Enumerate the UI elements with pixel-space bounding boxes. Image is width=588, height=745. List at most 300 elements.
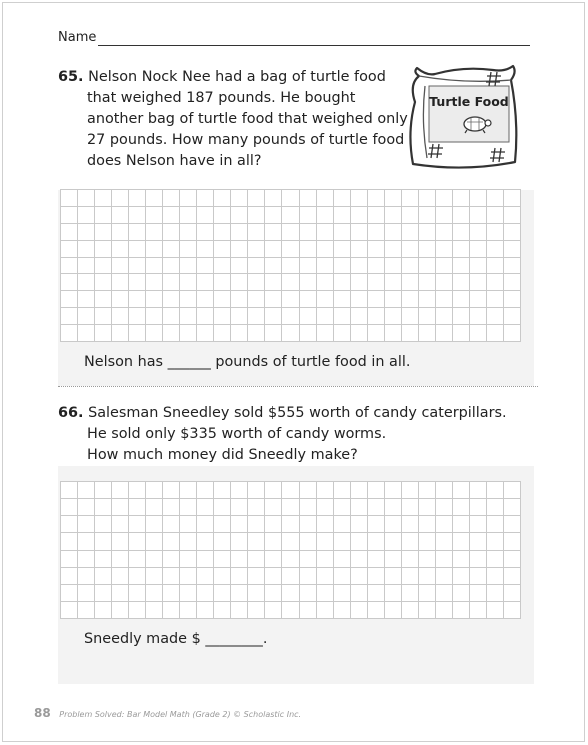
grid-cell[interactable]	[61, 207, 78, 224]
grid-cell[interactable]	[197, 568, 214, 585]
grid-cell[interactable]	[197, 499, 214, 516]
grid-cell[interactable]	[453, 274, 470, 291]
grid-cell[interactable]	[231, 325, 248, 342]
grid-cell[interactable]	[419, 241, 436, 258]
grid-cell[interactable]	[129, 224, 146, 241]
grid-cell[interactable]	[385, 568, 402, 585]
grid-cell[interactable]	[180, 585, 197, 602]
grid-cell[interactable]	[248, 207, 265, 224]
grid-cell[interactable]	[78, 224, 95, 241]
grid-cell[interactable]	[453, 568, 470, 585]
grid-cell[interactable]	[282, 207, 299, 224]
grid-cell[interactable]	[300, 568, 317, 585]
grid-cell[interactable]	[470, 551, 487, 568]
grid-cell[interactable]	[402, 499, 419, 516]
grid-cell[interactable]	[402, 602, 419, 619]
grid-cell[interactable]	[180, 482, 197, 499]
grid-cell[interactable]	[214, 499, 231, 516]
grid-cell[interactable]	[163, 224, 180, 241]
grid-cell[interactable]	[248, 482, 265, 499]
grid-cell[interactable]	[453, 585, 470, 602]
grid-cell[interactable]	[351, 207, 368, 224]
grid-cell[interactable]	[129, 568, 146, 585]
grid-cell[interactable]	[129, 533, 146, 550]
grid-cell[interactable]	[180, 499, 197, 516]
grid-cell[interactable]	[146, 308, 163, 325]
grid-cell[interactable]	[129, 241, 146, 258]
grid-cell[interactable]	[231, 568, 248, 585]
grid-cell[interactable]	[265, 602, 282, 619]
grid-cell[interactable]	[487, 207, 504, 224]
grid-cell[interactable]	[231, 308, 248, 325]
grid-cell[interactable]	[419, 482, 436, 499]
grid-cell[interactable]	[436, 224, 453, 241]
grid-cell[interactable]	[368, 224, 385, 241]
grid-cell[interactable]	[214, 258, 231, 275]
grid-cell[interactable]	[334, 274, 351, 291]
grid-cell[interactable]	[61, 241, 78, 258]
grid-cell[interactable]	[470, 482, 487, 499]
grid-cell[interactable]	[300, 190, 317, 207]
grid-cell[interactable]	[197, 274, 214, 291]
grid-cell[interactable]	[317, 533, 334, 550]
grid-cell[interactable]	[385, 207, 402, 224]
grid-cell[interactable]	[180, 551, 197, 568]
grid-cell[interactable]	[436, 207, 453, 224]
grid-cell[interactable]	[265, 551, 282, 568]
grid-cell[interactable]	[78, 241, 95, 258]
grid-cell[interactable]	[504, 258, 521, 275]
grid-cell[interactable]	[300, 325, 317, 342]
grid-cell[interactable]	[504, 291, 521, 308]
grid-cell[interactable]	[214, 533, 231, 550]
grid-cell[interactable]	[112, 207, 129, 224]
grid-cell[interactable]	[436, 308, 453, 325]
grid-cell[interactable]	[402, 207, 419, 224]
grid-cell[interactable]	[453, 190, 470, 207]
grid-cell[interactable]	[95, 190, 112, 207]
grid-cell[interactable]	[214, 207, 231, 224]
grid-cell[interactable]	[146, 499, 163, 516]
grid-cell[interactable]	[78, 190, 95, 207]
grid-cell[interactable]	[317, 274, 334, 291]
grid-cell[interactable]	[334, 207, 351, 224]
grid-cell[interactable]	[470, 224, 487, 241]
grid-cell[interactable]	[112, 499, 129, 516]
grid-cell[interactable]	[231, 482, 248, 499]
grid-cell[interactable]	[282, 224, 299, 241]
grid-cell[interactable]	[61, 274, 78, 291]
grid-cell[interactable]	[317, 516, 334, 533]
grid-cell[interactable]	[265, 568, 282, 585]
grid-cell[interactable]	[368, 291, 385, 308]
grid-cell[interactable]	[385, 190, 402, 207]
grid-cell[interactable]	[112, 551, 129, 568]
grid-cell[interactable]	[487, 190, 504, 207]
grid-cell[interactable]	[504, 602, 521, 619]
grid-cell[interactable]	[214, 224, 231, 241]
grid-cell[interactable]	[214, 241, 231, 258]
grid-cell[interactable]	[265, 533, 282, 550]
grid-cell[interactable]	[61, 516, 78, 533]
grid-cell[interactable]	[231, 258, 248, 275]
grid-cell[interactable]	[180, 207, 197, 224]
grid-cell[interactable]	[470, 325, 487, 342]
grid-cell[interactable]	[282, 274, 299, 291]
grid-cell[interactable]	[334, 241, 351, 258]
grid-cell[interactable]	[419, 308, 436, 325]
grid-cell[interactable]	[436, 241, 453, 258]
grid-cell[interactable]	[129, 207, 146, 224]
grid-cell[interactable]	[453, 602, 470, 619]
grid-cell[interactable]	[248, 258, 265, 275]
grid-cell[interactable]	[351, 325, 368, 342]
grid-cell[interactable]	[61, 533, 78, 550]
grid-cell[interactable]	[282, 308, 299, 325]
grid-cell[interactable]	[334, 499, 351, 516]
grid-cell[interactable]	[248, 291, 265, 308]
grid-cell[interactable]	[95, 551, 112, 568]
grid-cell[interactable]	[317, 308, 334, 325]
grid-cell[interactable]	[180, 241, 197, 258]
grid-cell[interactable]	[419, 585, 436, 602]
grid-cell[interactable]	[146, 325, 163, 342]
grid-cell[interactable]	[470, 274, 487, 291]
grid-cell[interactable]	[112, 258, 129, 275]
grid-cell[interactable]	[265, 516, 282, 533]
grid-cell[interactable]	[487, 602, 504, 619]
grid-cell[interactable]	[487, 308, 504, 325]
grid-cell[interactable]	[487, 325, 504, 342]
grid-cell[interactable]	[351, 241, 368, 258]
grid-cell[interactable]	[487, 516, 504, 533]
grid-cell[interactable]	[265, 207, 282, 224]
grid-cell[interactable]	[197, 224, 214, 241]
grid-cell[interactable]	[231, 516, 248, 533]
grid-cell[interactable]	[95, 258, 112, 275]
grid-cell[interactable]	[300, 224, 317, 241]
grid-cell[interactable]	[334, 533, 351, 550]
grid-cell[interactable]	[453, 533, 470, 550]
grid-cell[interactable]	[334, 585, 351, 602]
grid-cell[interactable]	[265, 291, 282, 308]
grid-cell[interactable]	[78, 585, 95, 602]
grid-cell[interactable]	[487, 241, 504, 258]
grid-cell[interactable]	[470, 258, 487, 275]
grid-cell[interactable]	[351, 568, 368, 585]
grid-cell[interactable]	[504, 499, 521, 516]
grid-cell[interactable]	[402, 533, 419, 550]
grid-cell[interactable]	[368, 602, 385, 619]
grid-cell[interactable]	[385, 258, 402, 275]
grid-cell[interactable]	[351, 291, 368, 308]
grid-cell[interactable]	[317, 325, 334, 342]
grid-cell[interactable]	[504, 190, 521, 207]
grid-cell[interactable]	[95, 568, 112, 585]
grid-cell[interactable]	[504, 568, 521, 585]
grid-cell[interactable]	[146, 241, 163, 258]
grid-cell[interactable]	[487, 274, 504, 291]
grid-cell[interactable]	[419, 224, 436, 241]
grid-cell[interactable]	[368, 516, 385, 533]
grid-cell[interactable]	[163, 274, 180, 291]
grid-cell[interactable]	[300, 241, 317, 258]
grid-cell[interactable]	[146, 224, 163, 241]
grid-cell[interactable]	[248, 533, 265, 550]
grid-cell[interactable]	[214, 568, 231, 585]
grid-cell[interactable]	[180, 325, 197, 342]
grid-cell[interactable]	[231, 551, 248, 568]
grid-cell[interactable]	[180, 516, 197, 533]
grid-cell[interactable]	[368, 568, 385, 585]
grid-cell[interactable]	[470, 568, 487, 585]
grid-cell[interactable]	[95, 533, 112, 550]
grid-cell[interactable]	[419, 274, 436, 291]
grid-cell[interactable]	[351, 190, 368, 207]
grid-cell[interactable]	[368, 258, 385, 275]
grid-cell[interactable]	[129, 308, 146, 325]
grid-cell[interactable]	[334, 224, 351, 241]
grid-cell[interactable]	[180, 190, 197, 207]
grid-cell[interactable]	[180, 258, 197, 275]
grid-cell[interactable]	[402, 241, 419, 258]
grid-cell[interactable]	[78, 258, 95, 275]
grid-cell[interactable]	[436, 551, 453, 568]
grid-cell[interactable]	[436, 499, 453, 516]
grid-cell[interactable]	[265, 241, 282, 258]
grid-cell[interactable]	[453, 291, 470, 308]
grid-cell[interactable]	[436, 291, 453, 308]
grid-cell[interactable]	[61, 224, 78, 241]
grid-cell[interactable]	[300, 602, 317, 619]
grid-cell[interactable]	[61, 551, 78, 568]
grid-cell[interactable]	[146, 258, 163, 275]
grid-cell[interactable]	[231, 207, 248, 224]
grid-cell[interactable]	[300, 516, 317, 533]
grid-cell[interactable]	[487, 482, 504, 499]
grid-cell[interactable]	[61, 482, 78, 499]
grid-cell[interactable]	[402, 274, 419, 291]
grid-cell[interactable]	[129, 482, 146, 499]
grid-cell[interactable]	[402, 325, 419, 342]
grid-cell[interactable]	[231, 274, 248, 291]
grid-cell[interactable]	[504, 308, 521, 325]
grid-cell[interactable]	[419, 516, 436, 533]
grid-cell[interactable]	[351, 585, 368, 602]
grid-cell[interactable]	[112, 568, 129, 585]
grid-cell[interactable]	[334, 308, 351, 325]
grid-cell[interactable]	[487, 568, 504, 585]
grid-cell[interactable]	[61, 499, 78, 516]
grid-cell[interactable]	[300, 274, 317, 291]
grid-cell[interactable]	[248, 308, 265, 325]
grid-cell[interactable]	[419, 325, 436, 342]
grid-cell[interactable]	[470, 516, 487, 533]
grid-cell[interactable]	[317, 568, 334, 585]
grid-cell[interactable]	[368, 308, 385, 325]
grid-cell[interactable]	[317, 207, 334, 224]
grid-cell[interactable]	[402, 551, 419, 568]
grid-cell[interactable]	[146, 533, 163, 550]
grid-cell[interactable]	[248, 499, 265, 516]
grid-cell[interactable]	[368, 551, 385, 568]
grid-cell[interactable]	[112, 533, 129, 550]
grid-cell[interactable]	[214, 602, 231, 619]
grid-cell[interactable]	[385, 516, 402, 533]
grid-cell[interactable]	[265, 274, 282, 291]
grid-cell[interactable]	[231, 241, 248, 258]
grid-cell[interactable]	[402, 516, 419, 533]
grid-cell[interactable]	[248, 224, 265, 241]
grid-cell[interactable]	[436, 482, 453, 499]
grid-cell[interactable]	[129, 551, 146, 568]
grid-cell[interactable]	[334, 325, 351, 342]
grid-cell[interactable]	[78, 602, 95, 619]
grid-cell[interactable]	[351, 533, 368, 550]
grid-cell[interactable]	[197, 516, 214, 533]
grid-cell[interactable]	[487, 585, 504, 602]
grid-cell[interactable]	[402, 258, 419, 275]
grid-cell[interactable]	[385, 585, 402, 602]
grid-cell[interactable]	[61, 258, 78, 275]
grid-cell[interactable]	[453, 207, 470, 224]
grid-cell[interactable]	[351, 482, 368, 499]
grid-cell[interactable]	[504, 516, 521, 533]
grid-cell[interactable]	[214, 190, 231, 207]
grid-cell[interactable]	[419, 258, 436, 275]
grid-cell[interactable]	[368, 190, 385, 207]
grid-cell[interactable]	[453, 325, 470, 342]
grid-cell[interactable]	[197, 207, 214, 224]
grid-cell[interactable]	[282, 482, 299, 499]
grid-cell[interactable]	[300, 533, 317, 550]
grid-cell[interactable]	[351, 308, 368, 325]
grid-cell[interactable]	[129, 325, 146, 342]
grid-cell[interactable]	[163, 516, 180, 533]
grid-cell[interactable]	[402, 190, 419, 207]
grid-cell[interactable]	[197, 585, 214, 602]
grid-cell[interactable]	[504, 482, 521, 499]
grid-cell[interactable]	[282, 568, 299, 585]
grid-cell[interactable]	[129, 258, 146, 275]
grid-cell[interactable]	[163, 190, 180, 207]
grid-cell[interactable]	[419, 602, 436, 619]
grid-cell[interactable]	[248, 585, 265, 602]
grid-cell[interactable]	[317, 551, 334, 568]
grid-cell[interactable]	[300, 258, 317, 275]
grid-cell[interactable]	[487, 258, 504, 275]
grid-cell[interactable]	[95, 602, 112, 619]
grid-cell[interactable]	[61, 190, 78, 207]
grid-cell[interactable]	[453, 258, 470, 275]
grid-cell[interactable]	[282, 241, 299, 258]
grid-cell[interactable]	[61, 325, 78, 342]
grid-cell[interactable]	[146, 602, 163, 619]
grid-cell[interactable]	[470, 585, 487, 602]
grid-cell[interactable]	[487, 291, 504, 308]
grid-cell[interactable]	[163, 482, 180, 499]
grid-cell[interactable]	[78, 568, 95, 585]
grid-cell[interactable]	[248, 568, 265, 585]
grid-cell[interactable]	[419, 568, 436, 585]
grid-cell[interactable]	[197, 241, 214, 258]
grid-cell[interactable]	[300, 585, 317, 602]
grid-cell[interactable]	[334, 516, 351, 533]
grid-cell[interactable]	[61, 602, 78, 619]
grid-cell[interactable]	[112, 241, 129, 258]
grid-cell[interactable]	[351, 224, 368, 241]
grid-cell[interactable]	[265, 224, 282, 241]
grid-cell[interactable]	[95, 241, 112, 258]
grid-cell[interactable]	[129, 585, 146, 602]
grid-cell[interactable]	[231, 499, 248, 516]
grid-cell[interactable]	[78, 325, 95, 342]
grid-cell[interactable]	[334, 258, 351, 275]
grid-cell[interactable]	[146, 516, 163, 533]
grid-cell[interactable]	[163, 258, 180, 275]
grid-cell[interactable]	[265, 258, 282, 275]
grid-cell[interactable]	[112, 308, 129, 325]
grid-cell[interactable]	[351, 516, 368, 533]
grid-cell[interactable]	[300, 308, 317, 325]
grid-cell[interactable]	[453, 241, 470, 258]
grid-cell[interactable]	[351, 602, 368, 619]
grid-cell[interactable]	[470, 207, 487, 224]
grid-cell[interactable]	[112, 291, 129, 308]
grid-cell[interactable]	[470, 308, 487, 325]
grid-cell[interactable]	[317, 602, 334, 619]
grid-cell[interactable]	[146, 190, 163, 207]
grid-cell[interactable]	[265, 190, 282, 207]
question-65-work-grid[interactable]	[60, 189, 521, 342]
grid-cell[interactable]	[334, 568, 351, 585]
grid-cell[interactable]	[368, 325, 385, 342]
grid-cell[interactable]	[504, 224, 521, 241]
grid-cell[interactable]	[487, 224, 504, 241]
grid-cell[interactable]	[95, 308, 112, 325]
grid-cell[interactable]	[248, 241, 265, 258]
grid-cell[interactable]	[317, 585, 334, 602]
grid-cell[interactable]	[282, 499, 299, 516]
grid-cell[interactable]	[419, 291, 436, 308]
grid-cell[interactable]	[419, 207, 436, 224]
grid-cell[interactable]	[146, 207, 163, 224]
grid-cell[interactable]	[197, 533, 214, 550]
grid-cell[interactable]	[282, 325, 299, 342]
grid-cell[interactable]	[436, 585, 453, 602]
grid-cell[interactable]	[95, 325, 112, 342]
grid-cell[interactable]	[95, 291, 112, 308]
grid-cell[interactable]	[402, 308, 419, 325]
grid-cell[interactable]	[95, 585, 112, 602]
grid-cell[interactable]	[95, 516, 112, 533]
name-answer-line[interactable]	[98, 45, 530, 46]
grid-cell[interactable]	[129, 602, 146, 619]
grid-cell[interactable]	[78, 308, 95, 325]
grid-cell[interactable]	[78, 207, 95, 224]
grid-cell[interactable]	[419, 533, 436, 550]
grid-cell[interactable]	[385, 482, 402, 499]
grid-cell[interactable]	[317, 482, 334, 499]
grid-cell[interactable]	[197, 551, 214, 568]
grid-cell[interactable]	[265, 325, 282, 342]
grid-cell[interactable]	[436, 190, 453, 207]
grid-cell[interactable]	[78, 533, 95, 550]
grid-cell[interactable]	[504, 241, 521, 258]
grid-cell[interactable]	[163, 207, 180, 224]
grid-cell[interactable]	[197, 291, 214, 308]
grid-cell[interactable]	[129, 190, 146, 207]
